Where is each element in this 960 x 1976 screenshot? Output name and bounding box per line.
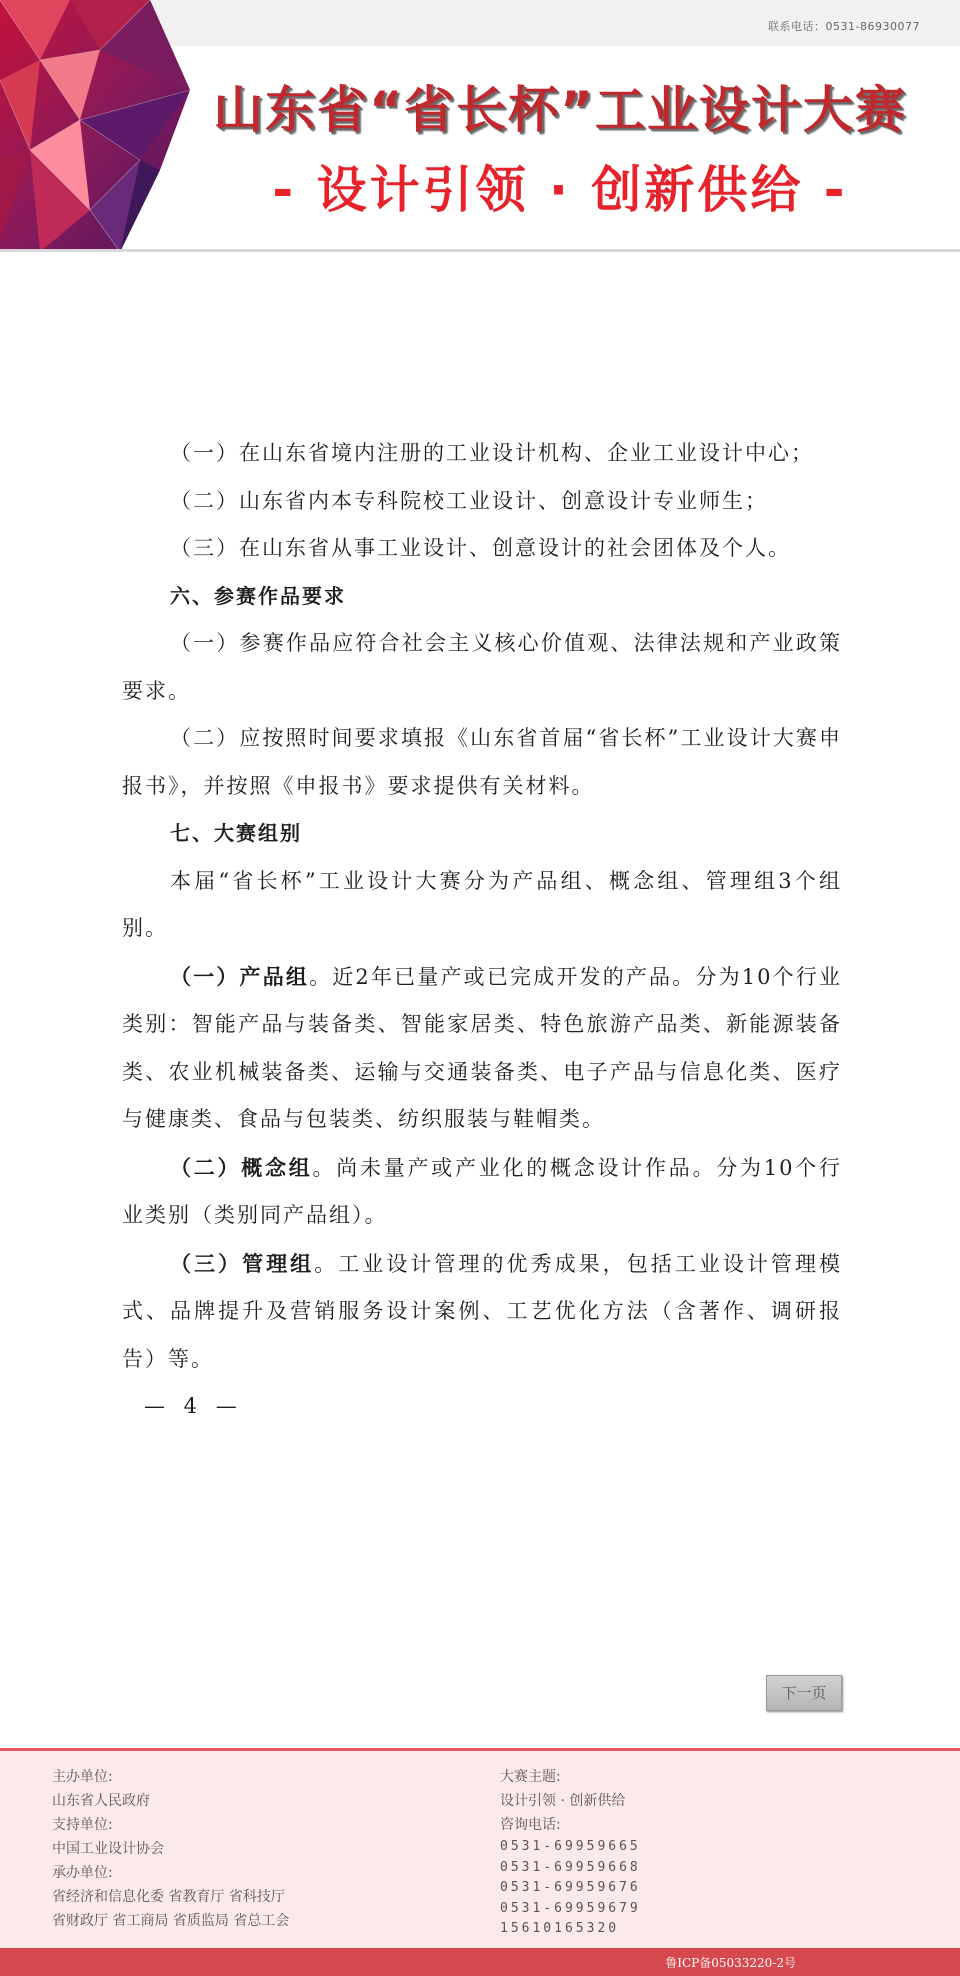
paragraph <box>122 953 842 1144</box>
icp-license-link[interactable]: 鲁ICP备05033220-2号 <box>665 1956 796 1970</box>
footer-line: 主办单位: <box>52 1769 113 1785</box>
group-text: 。近2年已量产或已完成开发的产品。分为10个行业类别：智能产品与装备类、智能家居类、特色旅游产品类、新能源装备类、农业机械装备类、运输与交通装备类、电子产品与信息化类、医疗与健康类、食品与包装类、纺织服装与鞋帽类。 <box>122 964 842 1131</box>
footer-line: 支持单位: <box>52 1817 113 1833</box>
paragraph: （二）应按照时间要求填报《山东省首届“省长杯”工业设计大赛申报书》，并按照《申报书》要求提供有关材料。 <box>122 726 842 798</box>
phone-number: 0531-69959679 <box>500 1900 641 1916</box>
footer-line: 中国工业设计协会 <box>52 1841 164 1857</box>
footer-line: 省财政厅 省工商局 省质监局 省总工会 <box>52 1913 290 1929</box>
phone-label: 咨询电话: <box>500 1817 561 1833</box>
site-slogan: - 设计引领 · 创新供给 - <box>272 161 848 219</box>
footer-line: 承办单位: <box>52 1865 113 1881</box>
footer-bar <box>0 1948 960 1976</box>
section-heading: 六、参赛作品要求 <box>170 583 346 608</box>
group-text: 。工业设计管理的优秀成果，包括工业设计管理模式、品牌提升及营销服务设计案例、工艺优化方法（含著作、调研报告）等。 <box>122 1251 843 1371</box>
organizers-column <box>52 1765 289 1933</box>
page-header <box>0 0 960 252</box>
footer-line: 山东省人民政府 <box>52 1793 150 1809</box>
section-heading: 七、大赛组别 <box>170 821 302 845</box>
theme-label: 大赛主题: <box>500 1769 561 1785</box>
next-page-button[interactable]: 下一页 <box>766 1675 842 1711</box>
group-label: （二）概念组 <box>170 1154 313 1180</box>
paragraph: （二）山东省内本专科院校工业设计、创意设计专业师生； <box>170 488 768 513</box>
paragraph: 本届“省长杯”工业设计大赛分为产品组、概念组、管理组3个组别。 <box>122 868 842 940</box>
theme-text: 设计引领 · 创新供给 <box>500 1793 626 1809</box>
phone-number: 0531-69959676 <box>500 1880 641 1895</box>
paragraph: （一）参赛作品应符合社会主义核心价值观、法律法规和产业政策要求。 <box>122 631 842 703</box>
page-footer <box>0 1748 960 1948</box>
paragraph <box>122 1144 842 1240</box>
contact-column <box>500 1765 641 1940</box>
group-label: （三）管理组 <box>170 1250 315 1276</box>
contact-phone: 联系电话：0531-86930077 <box>768 20 920 33</box>
page-number: — 4 — <box>144 1394 243 1418</box>
phone-number: 0531-69959668 <box>500 1859 641 1875</box>
article-content <box>122 430 842 1431</box>
paragraph: （三）在山东省从事工业设计、创意设计的社会团体及个人。 <box>170 536 791 560</box>
phone-number: 15610165320 <box>500 1921 620 1936</box>
polygon-decoration-image <box>0 0 200 252</box>
phone-number: 0531-69959665 <box>500 1839 641 1854</box>
group-label: （一）产品组 <box>170 963 310 989</box>
paragraph <box>122 1240 842 1384</box>
footer-line: 省经济和信息化委 省教育厅 省科技厅 <box>52 1889 285 1905</box>
paragraph: （一）在山东省境内注册的工业设计机构、企业工业设计中心； <box>170 441 814 465</box>
group-text: 。尚未量产或产业化的概念设计作品。分为10个行业类别（类别同产品组）。 <box>122 1155 842 1227</box>
site-title: 山东省“省长杯”工业设计大赛 <box>213 81 907 139</box>
